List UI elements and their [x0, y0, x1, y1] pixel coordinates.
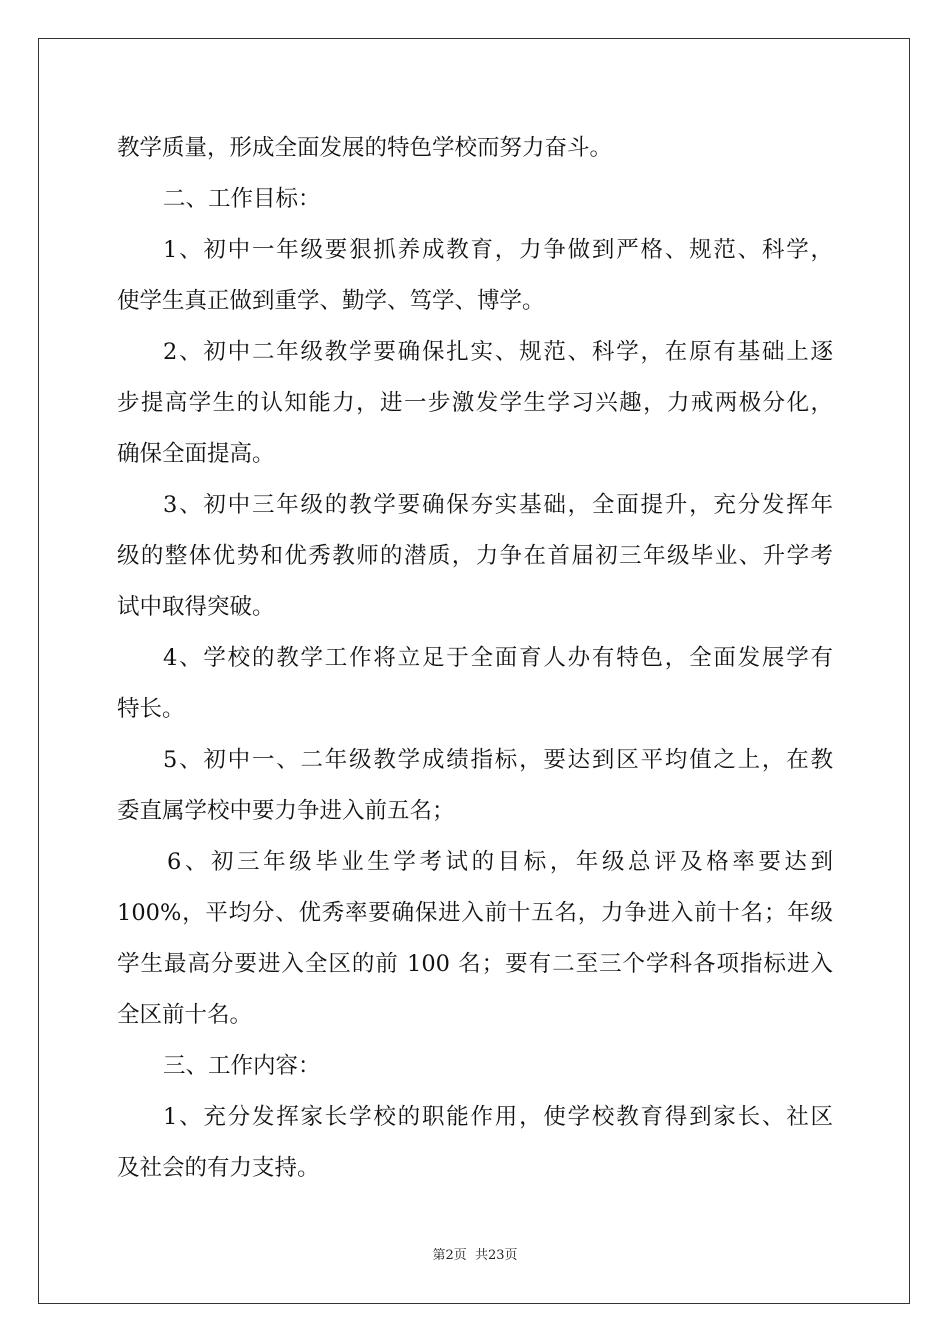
- text-line: 使学生真正做到重学、勤学、笃学、博学。: [117, 288, 545, 314]
- text-line: 6、初三年级毕业生学考试的目标，年级总评及格率要达到: [167, 849, 833, 875]
- page-total: 共23页: [474, 1248, 518, 1263]
- text-line: 2、初中二年级教学要确保扎实、规范、科学，在原有基础上逐: [163, 339, 833, 365]
- text-line: 步提高学生的认知能力，进一步激发学生学习兴趣，力戒两极分化，: [117, 390, 833, 416]
- text-line: 特长。: [117, 696, 185, 722]
- text-line: 级的整体优势和优秀教师的潜质，力争在首届初三年级毕业、升学考: [117, 543, 833, 569]
- text-line: 试中取得突破。: [117, 594, 275, 620]
- text-line: 全区前十名。: [117, 1002, 253, 1028]
- section-heading: 二、工作目标：: [163, 186, 321, 212]
- text-line: 委直属学校中要力争进入前五名；: [117, 798, 455, 824]
- text-line: 3、初中三年级的教学要确保夯实基础，全面提升，充分发挥年: [163, 492, 833, 518]
- text-line: 教学质量，形成全面发展的特色学校而努力奋斗。: [117, 135, 613, 161]
- text-line: 100%，平均分、优秀率要确保进入前十五名，力争进入前十名；年级: [117, 900, 833, 926]
- text-line: 4、学校的教学工作将立足于全面育人办有特色，全面发展学有: [163, 645, 833, 671]
- text-line: 学生最高分要进入全区的前 100 名；要有二至三个学科各项指标进入: [117, 951, 833, 977]
- text-line: 及社会的有力支持。: [117, 1155, 320, 1181]
- text-line: 1、初中一年级要狠抓养成教育，力争做到严格、规范、科学，: [163, 237, 833, 263]
- section-heading: 三、工作内容：: [163, 1053, 321, 1079]
- text-line: 5、初中一、二年级教学成绩指标，要达到区平均值之上，在教: [163, 747, 833, 773]
- page-footer: [0, 1244, 950, 1263]
- page-number: 第2页: [432, 1248, 467, 1263]
- text-line: 1、充分发挥家长学校的职能作用，使学校教育得到家长、社区: [163, 1104, 833, 1130]
- text-line: 确保全面提高。: [117, 441, 275, 467]
